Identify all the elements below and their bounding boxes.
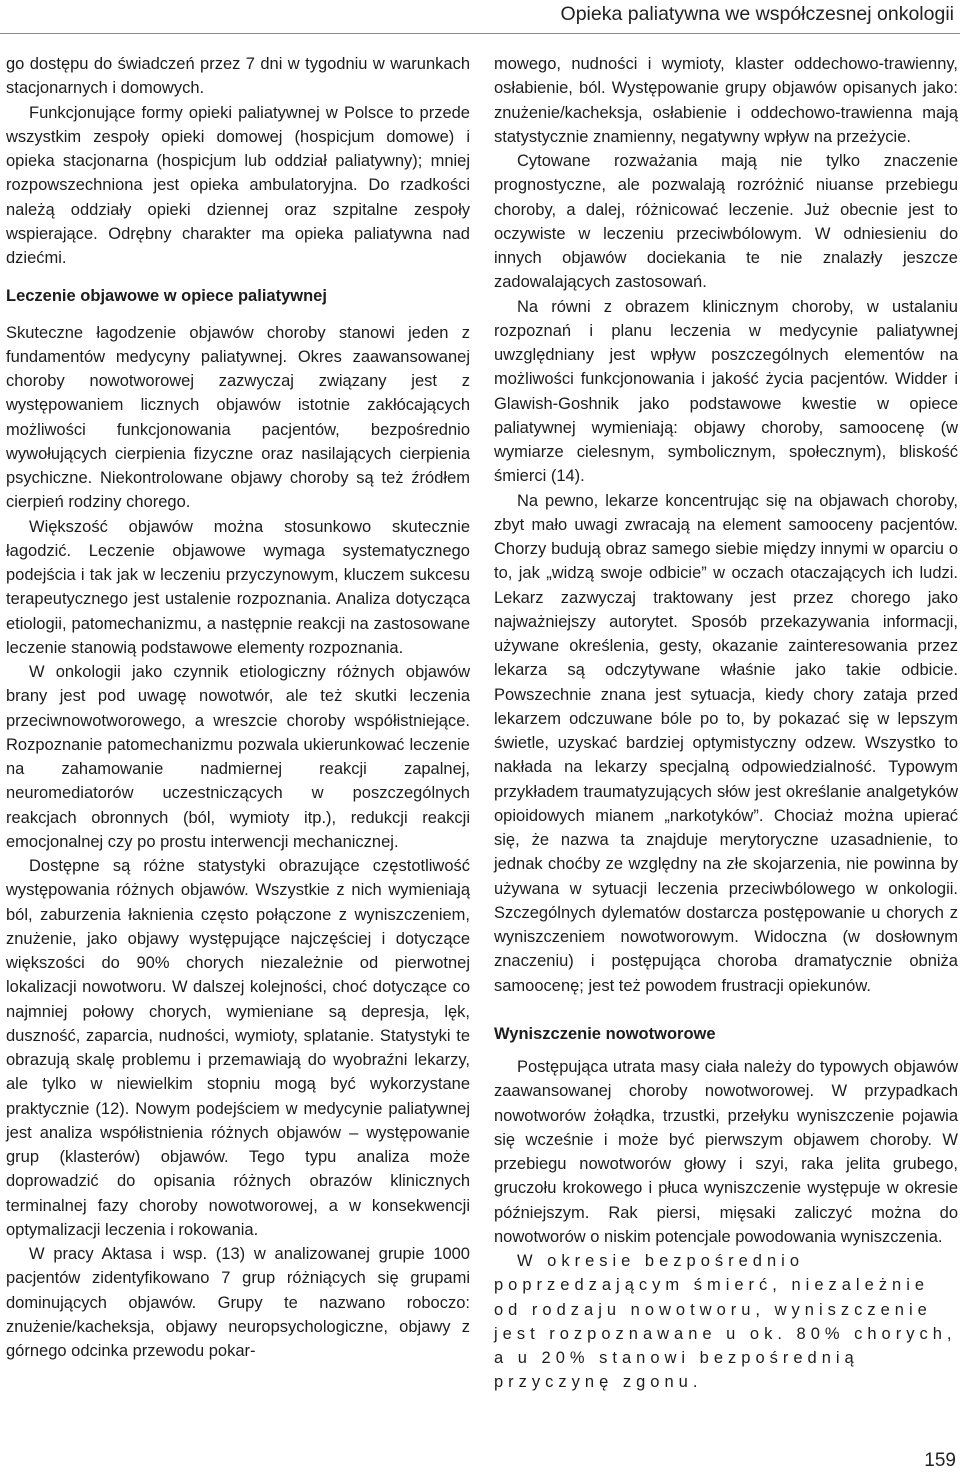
left-column (6, 52, 470, 1363)
page-number: 159 (924, 1450, 956, 1471)
paragraph: W onkologii jako czynnik etiologiczny różnych objawów brany jest pod uwagę nowotwór, ale też skutki leczenia przeciwnowotworowego, a wreszcie choroby współistniejące. Rozpoznanie patomechanizmu pozwala ukierunkować leczenie na zahamowanie nadmiernej reakcji zapalnej, neuromediatorów uczestniczących w poszczególnych reakcjach obronnych (ból, wymioty itp.), redukcji reakcji emocjonalnej czy po prostu interwencji mechanicznej. (6, 663, 470, 851)
paragraph: mowego, nudności i wymioty, klaster oddechowo-trawienny, osłabienie, ból. Występowanie grupy objawów opisanych jako: znużenie/kacheksja, osłabienie i oddechowo-trawienna mają statystycznie znamienny, negatywny wpływ na przeżycie. (494, 55, 958, 146)
paragraph: Postępująca utrata masy ciała należy do typowych objawów zaawansowanej choroby nowotworowej. W przypadkach nowotworów żołądka, trzustki, przełyku wyniszczenie pojawia się wcześnie i może być pierwszym objawem choroby. W przebiegu nowotworów głowy i szyi, raka jelita grubego, gruczołu krokowego i płuca wyniszczenie występuje w okresie późniejszym. Rak piersi, mięsaki zaliczyć można do nowotworów o niskim potencjale powodowania wyniszczenia. (494, 1058, 958, 1246)
paragraph: W okresie bezpośrednio poprzedzającym śmierć, niezależnie od rodzaju nowotworu, wyniszczenie jest rozpoznawane u ok. 80% chorych, a u 20% stanowi bezpośrednią przyczynę zgonu. (494, 1252, 957, 1392)
paragraph: Dostępne są różne statystyki obrazujące częstotliwość występowania różnych objawów. Wszystkie z nich wymieniają ból, zaburzenia łaknienia często połączone z wyniszczeniem, znużenie, jako objawy występujące najczęściej i dotyczące większości do 90% chorych niezależnie od pierwotnej lokalizacji nowotworu. W dalszej kolejności, choć dotyczące co najmniej połowy chorych, wymieniane są depresja, lęk, duszność, zaparcia, nudności, wymioty, splatanie. Statystyki te obrazują skalę problemu i przemawiają do wyobraźni lekarzy, ale tylko w niewielkim stopniu mogą być wykorzystane praktycznie (12). Nowym podejściem w medycynie paliatywnej jest analiza współistnienia różnych objawów – występowanie grup (klasterów) objawów. Tego typu analiza może doprowadzić do opisania różnych obrazów klinicznych terminalnej fazy choroby nowotworowej, a w konsekwencji optymalizacji leczenia i rokowania. (6, 857, 470, 1239)
paragraph: Funkcjonujące formy opieki paliatywnej w Polsce to przede wszystkim zespoły opieki domowej (hospicjum domowe) i opieka stacjonarna (hospicjum lub oddział paliatywny); mniej rozpowszechniona jest opieka ambulatoryjna. Do rzadkości należą oddziały opieki dziennej oraz szpitalne zespoły wspierające. Odrębny charakter ma opieka paliatywna nad dziećmi. (6, 103, 470, 267)
paragraph: Cytowane rozważania mają nie tylko znaczenie prognostyczne, ale pozwalają rozróżnić niuanse przebiegu choroby, a dalej, różnicować leczenie. Już obecnie jest to oczywiste w leczeniu przeciwbólowym. W odniesieniu do innych objawów dociekania te nie znalazły jeszcze zadowalających zastosowań. (494, 152, 958, 292)
paragraph: Na równi z obrazem klinicznym choroby, w ustalaniu rozpoznań i planu leczenia w medycynie paliatywnej uwzględniany jest wpływ poszczególnych elementów na możliwości funkcjonowania i jakość życia pacjentów. Widder i Glawish-Goshnik jako podstawowe kwestie w opiece paliatywnej wymieniają: objawy choroby, samoocenę (w wymiarze cielesnym, symbolicznym, społecznym), bliskość śmierci (14). (494, 297, 958, 486)
paragraph: Na pewno, lekarze koncentrując się na objawach choroby, zbyt mało uwagi zwracają na element samooceny pacjentów. Chorzy budują obraz samego siebie między innymi w oparciu o to, jak „widzą swoje odbicie” w oczach otaczających ich ludzi. Lekarz zazwyczaj traktowany jest przez chorego jako najważniejszy autorytet. Sposób przekazywania informacji, używane określenia, gesty, okazanie zainteresowania przez lekarza są odczytywane właśnie jako takie odbicie. Powszechnie znana jest sytuacja, kiedy chory zataja przed lekarzem odczuwane bóle po to, by pokazać się w lepszym świetle, uzyskać bardziej optymistyczny odzew. Wszystko to nakłada na lekarzy specjalną odpowiedzialność. Typowym przykładem traumatyzujących słów jest określanie analgetyków opioidowych mianem „narkotyków”. Chociaż można upierać się, że nazwa ta znajduje merytoryczne uzasadnienie, to jednak choćby ze względny na złe skojarzenia, nie powinna by używana w sytuacji leczenia przeciwbólowego w onkologii. Szczególnych dylematów dostarcza postępowanie u chorych z wyniszczeniem nowotworowym. Widoczna (w dosłownym znaczeniu) i postępująca choroba dramatycznie obniża samoocenę; jest też powodem frustracji opiekunów. (494, 491, 958, 995)
running-header (0, 0, 960, 34)
section-heading: Wyniszczenie nowotworowe (494, 1024, 716, 1043)
right-column (494, 52, 958, 1395)
section-heading: Leczenie objawowe w opiece paliatywnej (6, 287, 327, 306)
paragraph: go dostępu do świadczeń przez 7 dni w tygodniu w warunkach stacjonarnych i domowych. (6, 55, 470, 98)
paragraph: Skuteczne łagodzenie objawów choroby stanowi jeden z fundamentów medycyny paliatywnej. Okres zaawansowanej choroby nowotworowej zazwyczaj związany jest z występowaniem licznych objawów istotnie zakłócających możliwości funkcjonowania pacjentów, bezpośrednio wywołujących cierpienia fizyczne oraz nasilających cierpienia psychiczne. Niekontrolowane objawy choroby są też źródłem cierpień rodziny chorego. (6, 323, 470, 512)
running-title: Opieka paliatywna we współczesnej onkologii (560, 3, 954, 25)
paragraph: W pracy Aktasa i wsp. (13) w analizowanej grupie 1000 pacjentów zidentyfikowano 7 grup różniących się grupami dominujących objawów. Grupy te nazwano roboczo: znużenie/kacheksja, objawy neuropsychologiczne, objawy z górnego odcinka przewodu pokar- (6, 1245, 470, 1360)
paragraph: Większość objawów można stosunkowo skutecznie łagodzić. Leczenie objawowe wymaga systematycznego podejścia i tak jak w leczeniu przyczynowym, kluczem sukcesu terapeutycznego jest ustalenie rozpoznania. Analiza dotycząca etiologii, patomechanizmu, a następnie reakcji na zastosowane leczenie stanowią podstawowe elementy rozpoznania. (6, 517, 470, 657)
